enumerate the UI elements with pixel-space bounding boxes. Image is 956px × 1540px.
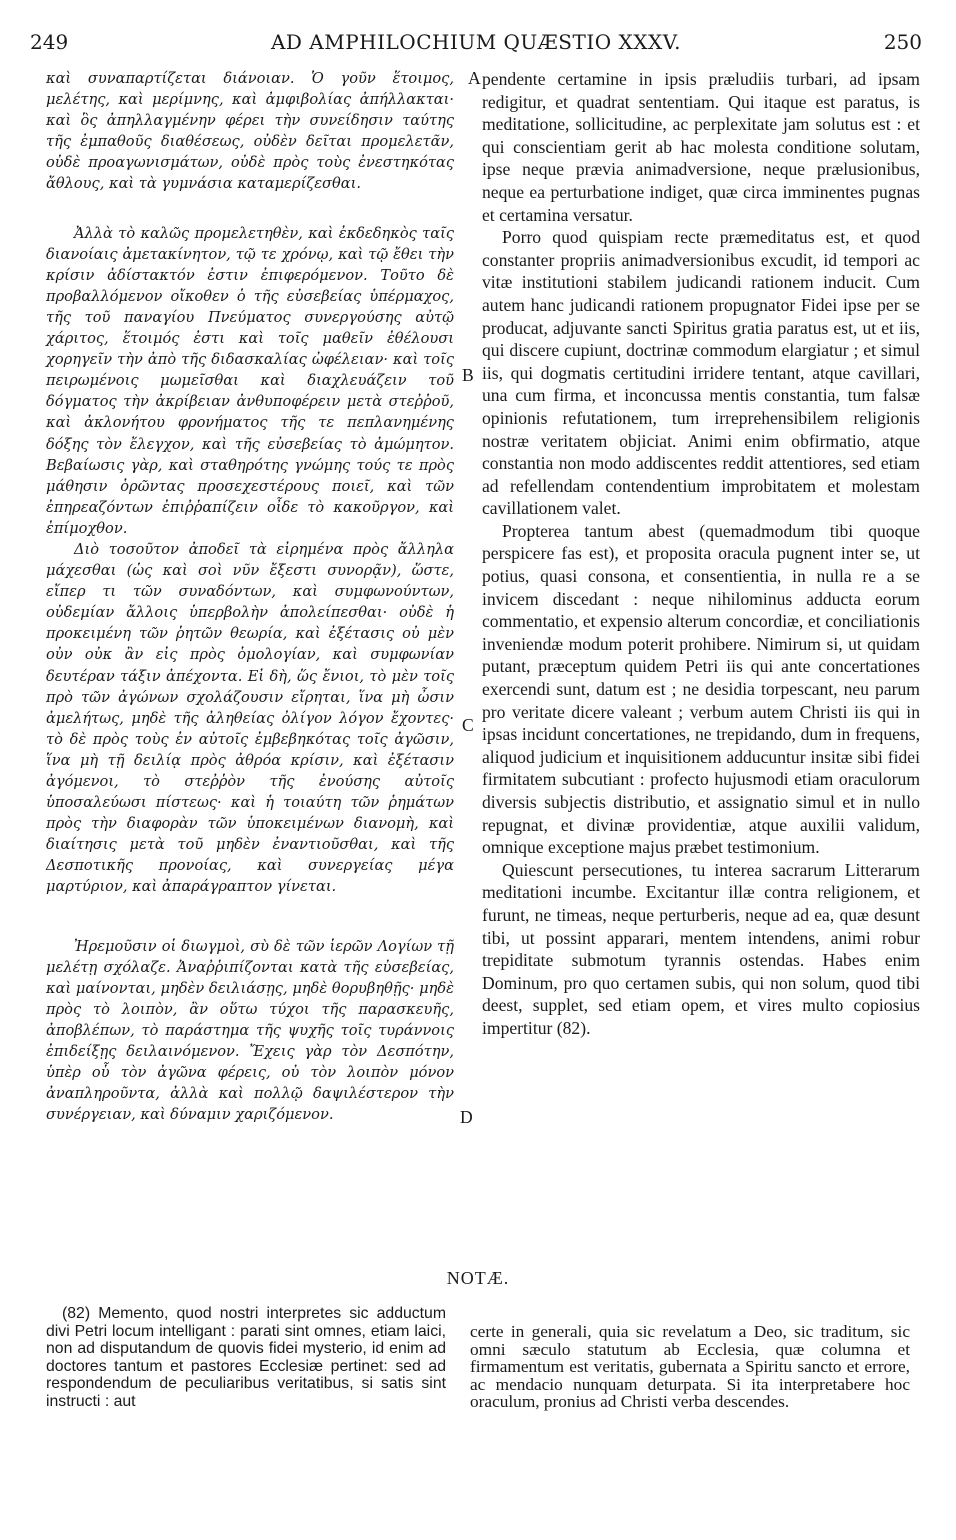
greek-paragraph-2: Ἀλλὰ τὸ καλῶς προμελετηθὲν, καὶ ἐκδεδηκὸς ταῖς διανοίαις ἀμετακίνητον, τῷ τε χρόνῳ, καὶ τῷ ἔθει τὴν κρίσιν ἀδίστακτόν ἐστιν ἐπιφερόμενον. Τοῦτο δὲ προβαλλόμενον οἴκοθεν ὁ τῆς εὐσεβείας ὑπέρμαχος, τῆς τοῦ παναγίου Πνεύματος συνεργούσης αὐτῷ χάριτος, ἕτοιμός ἐστι καὶ τοῖς μαθεῖν ἐθέλουσι χορηγεῖν τὴν ἀπὸ τῆς διδασκαλίας ὠφέλειαν· καὶ τοῖς πειρωμένοις μωμεῖσθαι καὶ διαχλευάζειν τοῦ δόγματος τὴν ἀκρίβειαν ἀνθυποφέρειν μετὰ στεῤῥοῦ, καὶ ἀκλονήτου φρονήματος τῆς τε πεπλανημένης δόξης τὸν ἔλεγχον, καὶ τῆς εὐσεβείας τὸ ἀμώμητον. Βεβαίωσις γὰρ, καὶ σταθηρότης γνώμης τούς τε πρὸς μάθησιν ὁρῶντας προσεχεστέρους ποιεῖ, καὶ τῶν ἐπηρεαζόντων ἐπιῤῥαπίζειν οἶδε τὸ κακοῦργον, καὶ ἐπίμοχθον. (46, 224, 454, 537)
footnote-right: certe in generali, quia sic revelatum a Deo, sic traditum, sic omni sæculo statutum ab Ecclesia, quæ columna et firmamentum est veritatis, gubernata a Spiritu sancto et errore, ac mendacio nunquam deturpata. Si ita interpretabere hoc oraculum, pronius ad Christi verba descendes. (470, 1322, 910, 1412)
latin-paragraph-1: pendente certamine in ipsis præludiis turbari, ad ipsam redigitur, et quadrat sententiam. Qui itaque est paratus, is meditatione, sollicitudine, ac perplexitate jam solutus est : et qui conscientiam gerit ab hac molesta conditione solutam, ipse neque prævia animadversione, neque prælusionibus, neque ea perturbatione indiget, quæ circa imminentes pugnas et certamina versatur. (482, 69, 920, 225)
latin-paragraph-4: Quiescunt persecutiones, tu interea sacrarum Litterarum meditationi incumbe. Excitantur illæ contra religionem, et furunt, ne timeas, neque perturberis, neque ad ea, quæ desunt tibi, ut possint apparari, mentem intendens, animi robur trepiditate submotum tyrannis ostendas. Habes enim Dominum, pro quo certamen subis, qui non solum, quod tibi deest, supplet, sed etiam opem, et vires multo copiosius impertitur (82). (482, 859, 920, 1038)
greek-paragraph-3: Διὸ τοσοῦτον ἀποδεῖ τὰ εἰρημένα πρὸς ἄλληλα μάχεσθαι (ὡς καὶ σοὶ νῦν ἔξεστι συνορᾷν), ὥστε, εἴπερ τι τῶν συναδόντων, καὶ συμφωνούντων, οὐδεμίαν ἄλλοις ὑπερβολὴν ἀπολείπεσθαι· οὐδὲ ἡ προκειμένη τῶν ῥητῶν θεωρία, καὶ ἐξέτασις οὐ μὲν οὐν οὐκ ἂν εἰς πρὸς ὁμολογίαν, καὶ συμφωνίαν δευτέραν τάξιν ἀπέχοντα. Εἰ δὴ, ὥς ἔνιοι, τὸ μὲν τοῖς πρὸ τῶν ἀγώνων σχολάζουσιν εἴρηται, ἵνα μὴ ὦσιν ἀμελήτως, μηδὲ τῆς ἀληθείας ὀλίγον λόγον ἔχοντες· τὸ δὲ πρὸς τοὺς ἐν αὐτοῖς ἐμβεβηκότας τοῖς ἀγῶσιν, ἵνα μὴ τῇ δειλίᾳ πρὸς ἀθρόα κρίσιν, καὶ ἐξέτασιν ἀγόμενοι, τὸ στεῤῥὸν τῆς ἐνούσης αὐτοῖς ὑποσαλεύωσι πίστεως· καὶ ἡ τοιαύτη τῶν ῥημάτων πρὸς τὴν διαφορὰν τῶν ὑποκειμένων διανομὴ, καὶ διαίτησις μετὰ τοῦ μηδὲν ἐναντιοῦσθαι, καὶ τῆς Δεσποτικῆς προνοίας, καὶ συνεργείας μέγα μαρτύριον, καὶ ἀπαράγραπτον γίνεται. (46, 540, 454, 896)
margin-marker-d: D (460, 1107, 473, 1127)
page-number-left: 249 (30, 30, 69, 54)
greek-column (46, 68, 454, 1125)
greek-paragraph-4: Ἠρεμοῦσιν οἱ διωγμοὶ, σὺ δὲ τῶν ἱερῶν Λογίων τῇ μελέτῃ σχόλαζε. Ἀναῤῥιπίζονται κατὰ τῆς εὐσεβείας, καὶ μαίνονται, μηδὲν δειλιάσῃς, μηδὲ θορυβηθῇς· μηδὲ πρὸς τὸ λοιπὸν, ἂν οὕτω τύχοι τῆς παρασκευῆς, ἀποβλέπων, τὸ παράστημα τῆς ψυχῆς τοῖς τυράννοις ἐπιδείξῃς δειλαινόμενον. Ἔχεις γὰρ τὸν Δεσπότην, ὑπὲρ οὗ τὸν ἀγῶνα φέρεις, οὐ τὸν λοιπὸν μόνον ἀναπληροῦντα, ἀλλὰ καὶ πολλῷ δαψιλέστερον τὴν συνέργειαν, καὶ δύναμιν χαριζόμενον. (46, 937, 454, 1124)
greek-paragraph-1: καὶ συναπαρτίζεται διάνοιαν. Ὁ γοῦν ἕτοιμος, μελέτης, καὶ μερίμνης, καὶ ἀμφιβολίας ἀπήλλακται· καὶ ὃς ἀπηλλαγμένην φέρει τὴν συνείδησιν ταύτης τῆς ἐμπαθοῦς διαθέσεως, οὐδὲν δεῖται προμελετᾶν, οὐδὲ προαγωνισμάτων, οὐδὲ πρὸς τοὺς ἐνεστηκότας ἄθλους, καὶ τὰ γυμνάσια καταμερίζεσθαι. (46, 70, 454, 193)
latin-paragraph-3: Propterea tantum abest (quemadmodum tibi quoque perspicere fas est), et proposita oracula pugnent inter se, ut potius, quasi consona, et consentientia, in nulla re a se invicem discedant : neque nihilominus adducta eorum commentatio, et expensio alterum concordiæ, et conciliationis inveniendæ modum poterit prohibere. Nimirum si, ut quidam putant, præceptum quidem Petri iis qui ante concertationes exercendi sunt, datum est ; ne desidia torpescant, neu parum pro veritate dicere valeant ; verbum autem Christi iis qui in ipsas incidunt concertationes, ne trepidando, dum in frequens, aliquod judicium et inquisitionem adducuntur insitæ sibi fidei firmitatem subcutiant : profecto hujusmodi etiam oraculorum diversis subjectis distributio, et assignatio simul et in nullo repugnat, et divinæ providentiæ, atque auxilii validum, omnique exceptione majus præbet testimonium. (482, 520, 920, 858)
running-header (30, 30, 922, 60)
running-title: AD AMPHILOCHIUM QUÆSTIO XXXV. (270, 30, 682, 54)
latin-column (482, 68, 920, 1040)
margin-marker-a: A (468, 68, 481, 88)
margin-marker-b: B (462, 365, 474, 385)
margin-marker-c: C (462, 715, 474, 735)
notes-heading: NOTÆ. (446, 1268, 510, 1288)
latin-paragraph-2: Porro quod quispiam recte præmeditatus est, et quod constanter propriis animadversionibus excudit, id tempori ac vitæ institutioni stabilem judicandi rationem inducit. Cum autem hanc judicandi rationem propugnator Fidei ipse per se producat, adjuvante sancti Spiritus gratia paratus est, ut et iis, qui discere cupiunt, doctrinæ commodum elargiatur ; et simul iis, qui dogmatis certitudini irridere tentant, atque cavillari, una cum firma, et inconcussa mentis constantia, tum falsæ opinionis refutationem, tum irreprehensibilem religionis nostræ veritatem objiciat. Animi enim obfirmatio, atque constantia non modo addiscentes reddit attentiores, sed etiam ad refellendam contendentium improbitatem et molestam cavillationem valet. (482, 227, 920, 519)
page-number-right: 250 (883, 30, 922, 54)
footnote-left: (82) Memento, quod nostri interpretes sic adductum divi Petri locum intelligant : parati sint omnes, etiam laici, non ad disputandum de quovis fidei mysterio, id enim ad doctores tantum et pastores Ecclesiæ pertinet: sed ad respondendum de peculiaribus veritatibus, si satis sint instructi : aut (46, 1305, 446, 1410)
